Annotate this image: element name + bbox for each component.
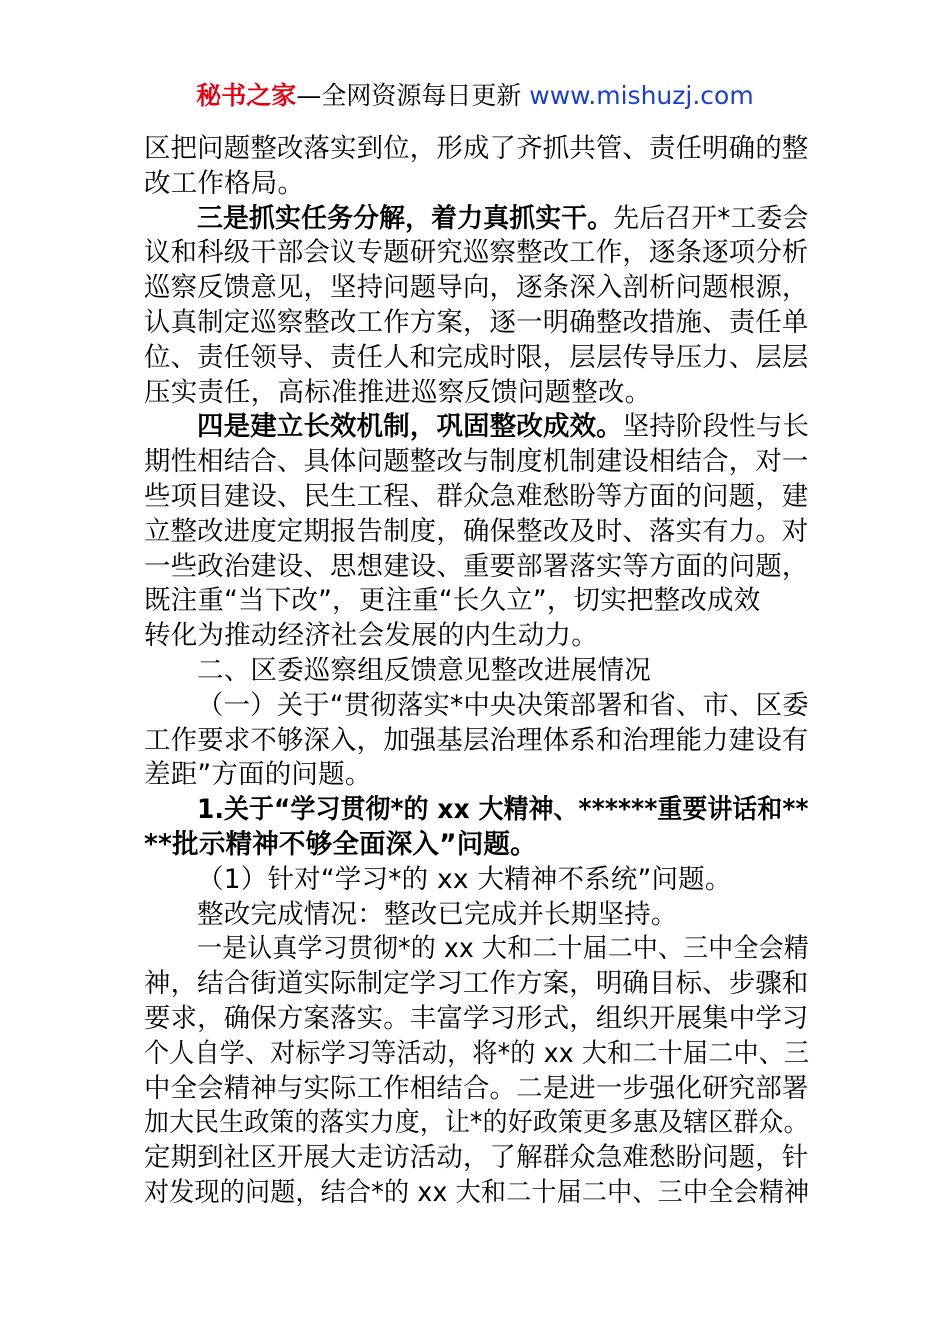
section-heading: 二、区委巡察组反馈意见整改进展情况 xyxy=(197,654,651,686)
paragraph-heading: 四是建立长效机制，巩固整改成效。 xyxy=(197,411,623,443)
text-line: 期性相结合、具体问题整改与制度机制建设相结合，对一 xyxy=(144,446,809,478)
text-line: 压实责任，高标准推进巡察反馈问题整改。 xyxy=(144,376,652,408)
text-line: 议和科级干部会议专题研究巡察整改工作，逐条逐项分析 xyxy=(144,237,809,269)
text-line: 立整改进度定期报告制度，确保整改及时、落实有力。对 xyxy=(144,515,809,547)
text-line: 差距”方面的问题。 xyxy=(144,759,372,791)
text-line: 认真制定巡察整改工作方案，逐一明确整改措施、责任单 xyxy=(144,306,809,338)
text-line: 区把问题整改落实到位，形成了齐抓共管、责任明确的整 xyxy=(144,133,809,164)
completion-status: 整改完成情况：整改已完成并长期坚持。 xyxy=(197,898,678,930)
site-header xyxy=(0,80,950,112)
paragraph-three-start xyxy=(144,202,809,237)
text-line: 些项目建设、民生工程、群众急难愁盼等方面的问题，建 xyxy=(144,480,809,512)
text-line: 加大民生政策的落实力度，让*的好政策更多惠及辖区群众。 xyxy=(144,1107,809,1139)
item-heading: 1.关于“学习贯彻*的 xx 大精神、******重要讲话和** xyxy=(197,794,809,826)
text-line: 定期到社区开展大走访活动，了解群众急难愁盼问题，针 xyxy=(144,1142,809,1174)
text-line: 神，结合街道实际制定学习工作方案，明确目标、步骤和 xyxy=(144,968,809,1000)
text-line: 位、责任领导、责任人和完成时限，层层传导压力、层层 xyxy=(144,341,809,373)
site-tagline: —全网资源每日更新 xyxy=(296,81,530,110)
text-span: 先后召开*工委会 xyxy=(613,202,809,234)
text-line: 对发现的问题，结合*的 xx 大和二十届二中、三中全会精神 xyxy=(144,1176,810,1208)
sub-item-heading: （1）针对“学习*的 xx 大精神不系统”问题。 xyxy=(197,863,732,895)
subsection-heading: （一）关于“贯彻落实*中央决策部署和省、市、区委 xyxy=(197,689,809,721)
text-line: 改工作格局。 xyxy=(144,167,305,199)
site-brand: 秘书之家 xyxy=(196,81,297,110)
text-line: 一些政治建设、思想建设、重要部署落实等方面的问题， xyxy=(144,550,809,582)
document-body xyxy=(144,132,809,1211)
text-span: 坚持阶段性与长 xyxy=(622,411,810,443)
text-line: 既注重“当下改”，更注重“长久立”，切实把整改成效 xyxy=(144,585,761,617)
text-line: 要求，确保方案落实。丰富学习形式，组织开展集中学习 xyxy=(144,1002,809,1034)
text-line: 巡察反馈意见，坚持问题导向，逐条深入剖析问题根源， xyxy=(144,272,809,304)
text-line: 中全会精神与实际工作相结合。二是进一步强化研究部署 xyxy=(144,1072,809,1104)
text-line: 转化为推动经济社会发展的内生动力。 xyxy=(144,620,598,652)
text-line: 一是认真学习贯彻*的 xx 大和二十届二中、三中全会精 xyxy=(197,933,809,965)
text-line: 个人自学、对标学习等活动，将*的 xx 大和二十届二中、三 xyxy=(144,1037,810,1069)
site-url-link[interactable]: www.mishuzj.com xyxy=(529,81,754,110)
paragraph-four-start xyxy=(144,410,809,445)
paragraph-heading: 三是抓实任务分解，着力真抓实干。 xyxy=(197,202,614,234)
item-heading-continued: **批示精神不够全面深入”问题。 xyxy=(144,828,537,860)
text-line: 工作要求不够深入，加强基层治理体系和治理能力建设有 xyxy=(144,724,809,756)
